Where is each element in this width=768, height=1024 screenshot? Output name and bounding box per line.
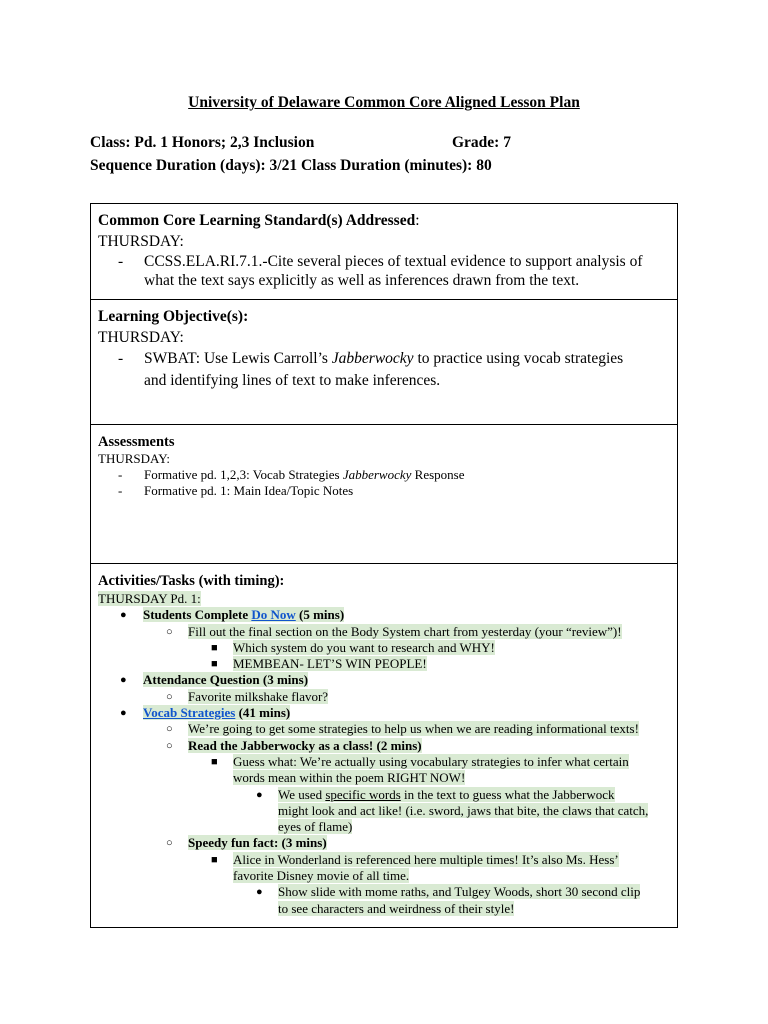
standards-item	[98, 252, 669, 290]
assessments-section	[90, 424, 678, 563]
objectives-day: THURSDAY:	[98, 329, 184, 346]
vocab-strategies-link[interactable]: Vocab Strategies	[143, 705, 236, 721]
grade-line: Grade: 7	[452, 134, 511, 151]
square-marker: ■	[211, 641, 218, 654]
activity-item: ● Vocab Strategies (41 mins)	[120, 705, 291, 721]
bullet-marker: ●	[120, 674, 127, 687]
duration-line: Sequence Duration (days): 3/21 Class Duration (minutes): 80	[90, 157, 492, 174]
activity-subsubitem: ■ MEMBEAN- LET’S WIN PEOPLE!	[211, 656, 427, 672]
standards-line2: what the text says explicitly as well as inferences drawn from the text.	[144, 272, 580, 289]
bullet-marker: ●	[120, 707, 127, 720]
circle-marker: ○	[166, 837, 173, 850]
square-marker: ■	[211, 658, 218, 671]
bullet-marker: ●	[120, 609, 127, 622]
bullet-marker: ●	[256, 788, 263, 801]
activity-subitem: ○ We’re going to get some strategies to help us when we are reading informational texts!	[166, 721, 639, 737]
dash-marker: -	[118, 467, 123, 482]
standards-heading: Common Core Learning Standard(s) Addressed:	[98, 212, 420, 229]
activities-day: THURSDAY Pd. 1:	[98, 591, 201, 606]
dash-marker: -	[118, 253, 124, 270]
activity-subsubitem: ■ Which system do you want to research and WHY!	[211, 639, 495, 655]
assessments-heading: Assessments	[98, 434, 175, 450]
activity-level4-item: ● Show slide with mome raths, and Tulgey Woods, short 30 second clip to see characters and weirdness of their style!	[256, 884, 641, 916]
activity-subitem: ○ Speedy fun fact: (3 mins)	[166, 835, 327, 851]
assessment-item: - Formative pd. 1,2,3: Vocab Strategies Jabberwocky Response	[118, 467, 465, 482]
circle-marker: ○	[166, 625, 173, 638]
do-now-link[interactable]: Do Now	[251, 607, 296, 623]
dash-marker: -	[118, 350, 124, 367]
square-marker: ■	[211, 755, 218, 768]
objectives-item	[98, 348, 669, 392]
activity-subsubitem: ■ Guess what: We’re actually using vocabulary strategies to infer what certain words mean within the poem RIGHT NOW!	[211, 753, 629, 786]
objectives-line1: SWBAT: Use Lewis Carroll’s Jabberwocky to practice using vocab strategies	[144, 350, 624, 367]
assessments-day: THURSDAY:	[98, 451, 171, 466]
circle-marker: ○	[166, 739, 173, 752]
page-title: University of Delaware Common Core Aligned Lesson Plan	[188, 94, 580, 111]
activity-subsubitem: ■ Alice in Wonderland is referenced here multiple times! It’s also Ms. Hess’ favorite Disney movie of all time.	[211, 851, 619, 884]
class-line: Class: Pd. 1 Honors; 2,3 Inclusion	[90, 134, 315, 151]
objectives-line2: and identifying lines of text to make inferences.	[144, 372, 441, 389]
bullet-marker: ●	[256, 886, 263, 899]
activities-section	[90, 563, 678, 928]
assessment-item: - Formative pd. 1: Main Idea/Topic Notes	[118, 483, 354, 498]
activity-item: ● Students Complete Do Now (5 mins)	[120, 607, 345, 623]
activity-subitem: ○ Favorite milkshake flavor?	[166, 688, 329, 704]
circle-marker: ○	[166, 690, 173, 703]
standards-section	[90, 203, 678, 299]
standards-day: THURSDAY:	[98, 233, 184, 250]
class-info	[90, 134, 511, 152]
objectives-heading: Learning Objective(s):	[98, 308, 249, 325]
objectives-section	[90, 299, 678, 424]
standards-line1: CCSS.ELA.RI.7.1.-Cite several pieces of textual evidence to support analysis of	[144, 253, 643, 270]
activity-level4-item: ● We used specific words in the text to guess what the Jabberwock might look and act like! (i.e. sword, jaws that bite, the claws that catch, eyes of flame)	[256, 786, 649, 835]
activity-subitem: ○ Fill out the final section on the Body System chart from yesterday (your “review”)!	[166, 623, 622, 639]
activities-heading: Activities/Tasks (with timing):	[98, 573, 285, 589]
dash-marker: -	[118, 483, 123, 498]
activity-item: ● Attendance Question (3 mins)	[120, 672, 309, 688]
square-marker: ■	[211, 853, 218, 866]
activity-subitem: ○ Read the Jabberwocky as a class! (2 mins)	[166, 737, 422, 753]
circle-marker: ○	[166, 723, 173, 736]
